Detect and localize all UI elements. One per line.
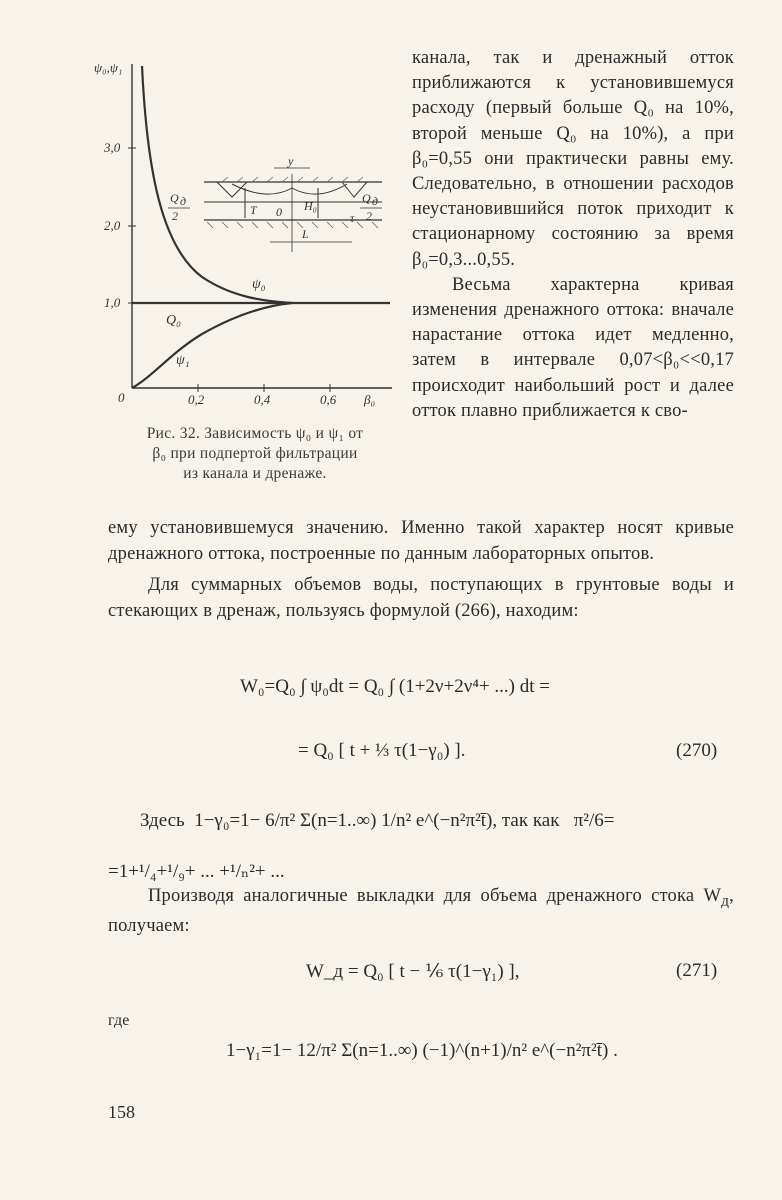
svg-text:T: T	[250, 203, 257, 217]
y-tick-label: 1,0	[104, 295, 121, 310]
x-tick-label: 0,2	[188, 392, 205, 407]
y-tick-label: 2,0	[104, 218, 121, 233]
svg-text:τ: τ	[350, 211, 355, 225]
figure-32	[92, 52, 402, 492]
body-text	[108, 884, 734, 940]
y-tick-label: 3,0	[104, 140, 121, 155]
psi-chart	[92, 52, 402, 422]
psi1-label: ψ₁	[176, 353, 190, 368]
equation-271: W_д = Q₀ [ t − ⅙ τ(1−γ₁) ],	[306, 961, 520, 982]
svg-text:H₀: H₀	[304, 199, 317, 213]
right-column-text	[412, 46, 734, 424]
equation-270-line2: = Q₀ [ t + ⅓ τ(1−γ₀) ].	[298, 740, 466, 761]
paragraph: Для суммарных объемов воды, поступающих в грунтовые воды и стекающих в дренаж, пользуясь формулой (266), находим:	[108, 575, 734, 621]
gamma0-line: Здесь 1−γ₀=1− 6/π² Σ(n=1..∞) 1/n² e^(−n²π²t̄), так как π²/6=	[140, 810, 615, 831]
svg-text:Q: Q	[362, 191, 371, 205]
x-axis-label: β₀	[364, 392, 375, 407]
equation-number: (270)	[676, 740, 718, 761]
gamma1-line: 1−γ₁=1− 12/π² Σ(n=1..∞) (−1)^(n+1)/n² e^(−n²π²t̄) .	[226, 1040, 618, 1061]
paragraph: Производя аналогичные выкладки для объема дренажного стока $W_д$, получаем:	[108, 886, 734, 937]
x-tick-label: 0,4	[254, 392, 271, 407]
psi1-curve	[132, 303, 292, 388]
svg-text:L: L	[302, 227, 309, 241]
svg-text:2: 2	[366, 209, 372, 223]
equation-number: (271)	[676, 960, 718, 981]
equation-270-line1: W₀=Q₀ ∫ ψ₀dt = Q₀ ∫ (1+2ν+2ν⁴+ ...) dt =	[240, 676, 550, 697]
paragraph: канала, так и дренажный отток приближаются к установившемуся расходу (первый больше Q₀ на 10%, второй меньше Q₀ на 10%), а при β₀=0,55 они практически равны ему. Следовательно, в отношении расходов неустановившийся поток приходит к стационарному состоянию за время β₀=0,3...0,55.	[412, 48, 734, 270]
svg-text:Q: Q	[170, 191, 179, 205]
svg-text:д: д	[180, 194, 187, 208]
y-axis-label: ψ₀,ψ₁	[94, 60, 123, 75]
svg-text:2: 2	[172, 209, 178, 223]
q0-label: Q₀	[166, 313, 181, 328]
svg-text:0: 0	[276, 205, 282, 219]
page-number: 158	[108, 1102, 135, 1122]
paragraph: ему установившемуся значению. Именно такой характер носят кривые дренажного оттока, построенные по данным лабораторных опытов.	[108, 518, 734, 564]
figure-caption: Рис. 32. Зависимость ψ₀ и ψ₁ от β₀ при подпертой фильтрации из канала и дренаже.	[146, 425, 364, 482]
body-text	[108, 516, 734, 624]
paragraph: Весьма характерна кривая изменения дренажного оттока: вначале нарастание оттока идет медленно, затем в интервале 0,07<β₀<<0,17 происходит наибольший рост и далее отток плавно приближается к сво-	[412, 274, 734, 421]
svg-text:д: д	[372, 194, 379, 208]
where-word: где	[108, 1012, 130, 1029]
drainage-schematic	[168, 154, 382, 252]
series-line: =1+¹/₄+¹/₉+ ... +¹/ₙ²+ ...	[108, 861, 285, 882]
y-tick-label: 0	[118, 390, 125, 405]
psi0-curve	[142, 66, 292, 303]
svg-text:y: y	[288, 154, 294, 168]
x-tick-label: 0,6	[320, 392, 337, 407]
psi0-label: ψ₀	[252, 277, 266, 292]
